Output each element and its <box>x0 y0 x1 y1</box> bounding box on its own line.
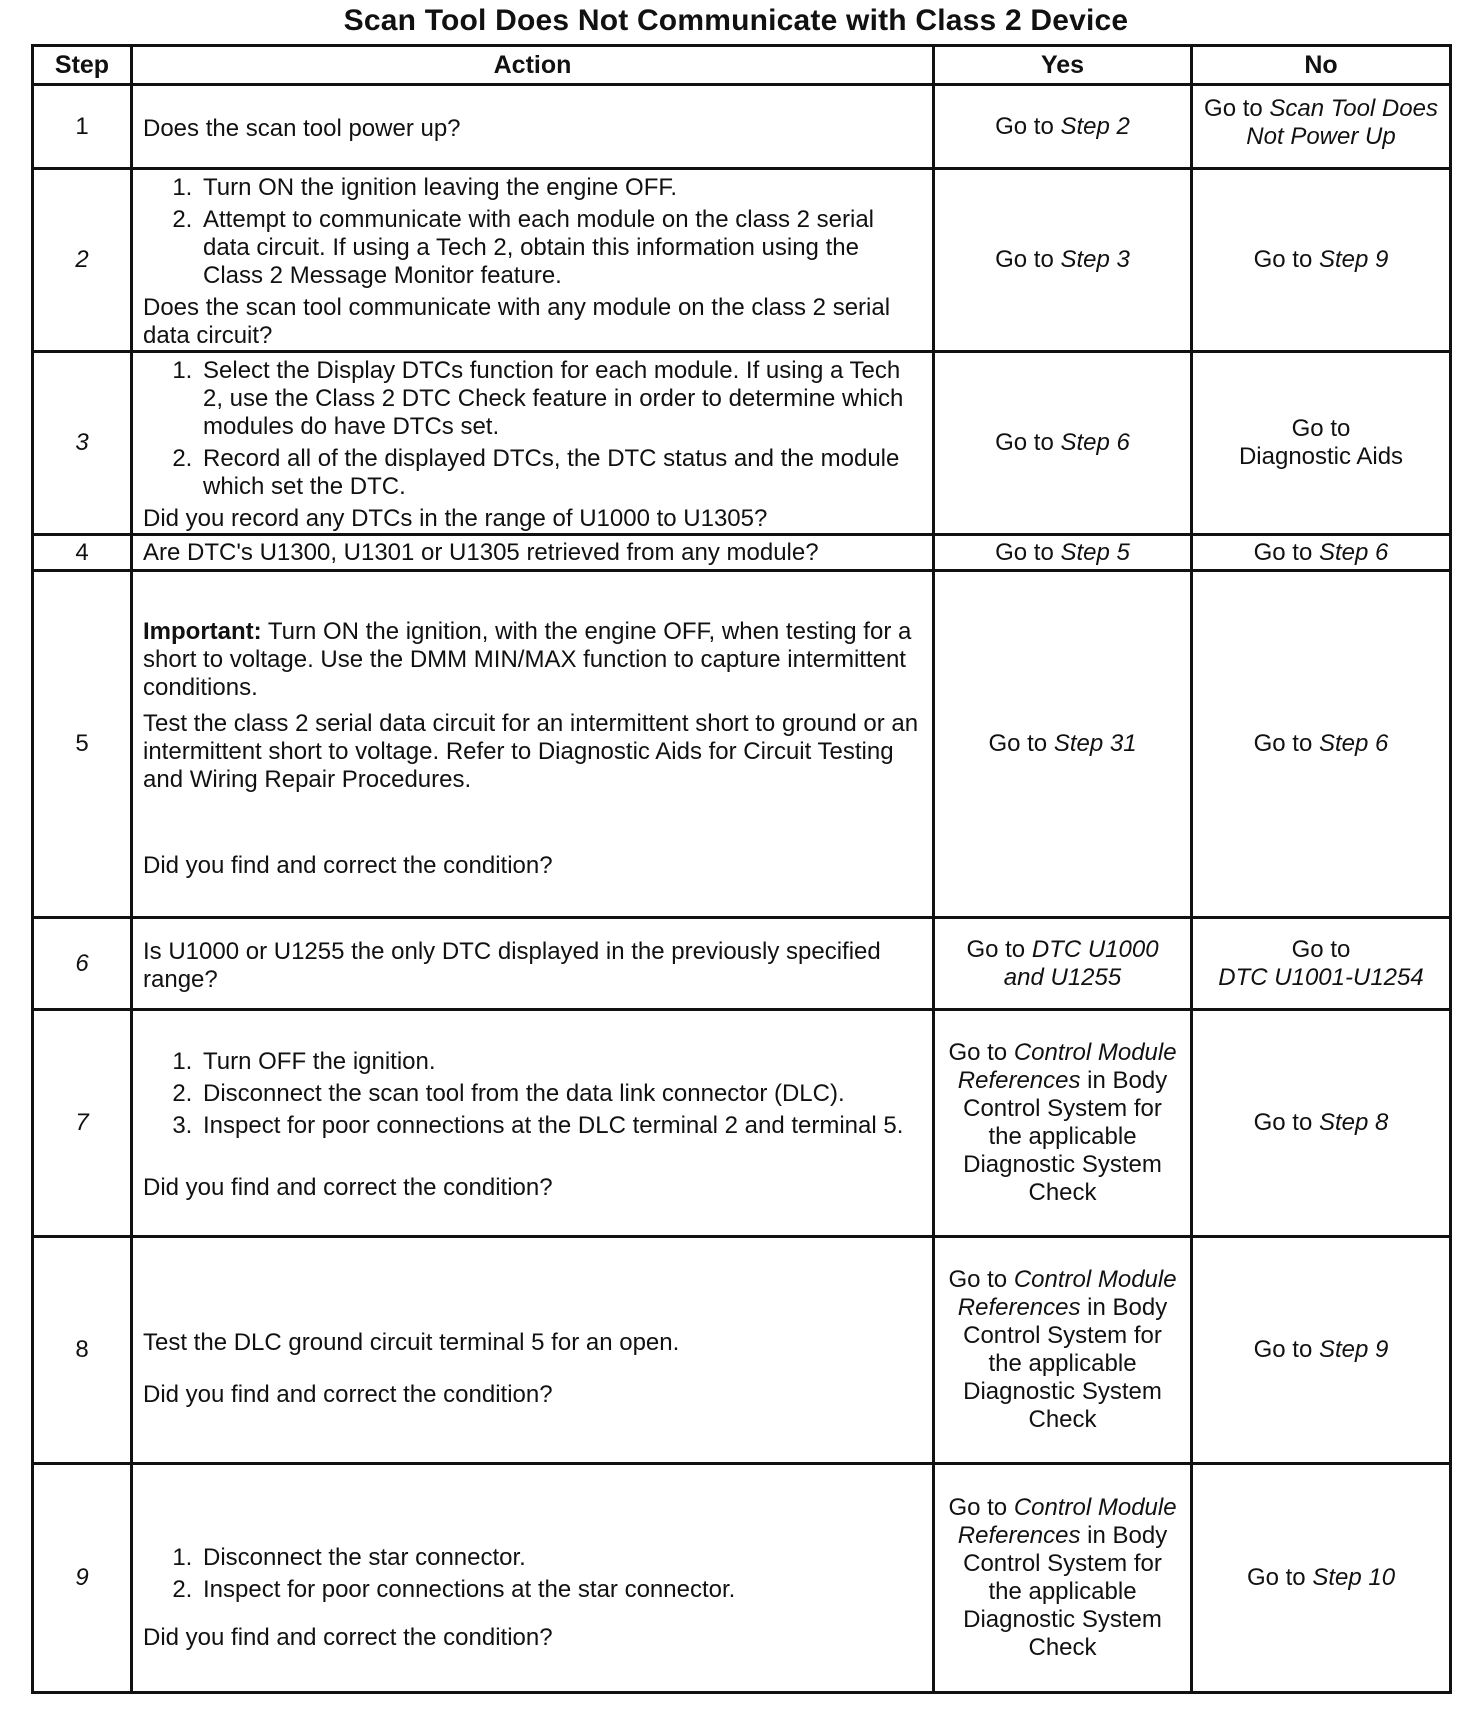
page-title: Scan Tool Does Not Communicate with Class 2 Device <box>343 4 1129 37</box>
no-prefix: Go to <box>1253 730 1319 757</box>
no-cell <box>1192 571 1451 918</box>
instruction-list <box>143 1544 922 1604</box>
no-prefix: Go to <box>1246 1564 1313 1591</box>
no-reference-link[interactable]: DTC U1001-U1254 <box>1218 963 1424 991</box>
step-number: 1 <box>33 85 132 169</box>
no-cell <box>1192 1237 1451 1464</box>
important-label: Important: <box>143 618 262 645</box>
no-prefix: Go to <box>1253 1336 1319 1363</box>
no-prefix: Go to <box>1291 415 1351 442</box>
list-item: 1. Select the Display DTCs function for each module. If using a Tech 2, use the Class 2 DTC Check feature in order to determine which modules do have DTCs set. <box>199 357 922 441</box>
action-cell <box>132 1237 934 1464</box>
yes-prefix: Go to <box>995 112 1061 140</box>
test-instruction: Test the DLC ground circuit terminal 5 for an open. <box>143 1329 680 1356</box>
yes-prefix: Go to <box>995 538 1061 566</box>
yes-cell <box>934 535 1192 571</box>
action-cell <box>132 571 934 918</box>
yes-suffix: in Body Control System for the applicable Diagnostic System Check <box>963 1294 1168 1433</box>
no-cell <box>1192 1010 1451 1237</box>
no-reference-link[interactable]: Step 6 <box>1318 730 1389 757</box>
yes-cell <box>934 1237 1192 1464</box>
action-cell <box>132 535 934 571</box>
no-cell <box>1192 535 1451 571</box>
yes-prefix: Go to <box>948 1494 1014 1521</box>
instruction-list <box>143 1048 922 1140</box>
step-number: 7 <box>33 1010 132 1237</box>
action-cell <box>132 1464 934 1693</box>
action-cell <box>132 918 934 1010</box>
table-row <box>33 85 1451 169</box>
list-item: 2. Record all of the displayed DTCs, the DTC status and the module which set the DTC. <box>199 445 922 501</box>
yes-reference-link[interactable]: Step 6 <box>1060 429 1130 456</box>
list-item: 2. Inspect for poor connections at the star connector. <box>199 1576 922 1604</box>
yes-cell <box>934 918 1192 1010</box>
question-text: Did you find and correct the condition? <box>143 1381 553 1408</box>
test-instruction: Test the class 2 serial data circuit for an intermittent short to ground or an intermittent short to voltage. Refer to Diagnostic Aids for Circuit Testing and Wiring Repair Procedures. <box>143 710 919 793</box>
yes-reference-link[interactable]: Control Module References <box>957 1494 1177 1549</box>
yes-prefix: Go to <box>995 429 1061 456</box>
table-row <box>33 1010 1451 1237</box>
yes-cell <box>934 169 1192 352</box>
yes-cell <box>934 571 1192 918</box>
yes-reference-link[interactable]: Step 5 <box>1060 538 1130 566</box>
instruction-list <box>143 174 922 290</box>
no-cell <box>1192 352 1451 535</box>
step-number: 5 <box>33 571 132 918</box>
no-prefix: Go to <box>1253 538 1319 566</box>
yes-cell <box>934 85 1192 169</box>
no-cell <box>1192 918 1451 1010</box>
table-row <box>33 535 1451 571</box>
yes-prefix: Go to <box>988 730 1054 757</box>
no-reference-link[interactable]: Step 9 <box>1318 246 1389 273</box>
no-reference-link[interactable]: Step 8 <box>1318 1109 1389 1136</box>
table-row <box>33 1237 1451 1464</box>
header-action: Action <box>132 46 934 85</box>
yes-reference-link[interactable]: Control Module References <box>957 1266 1177 1321</box>
action-cell <box>132 352 934 535</box>
no-prefix: Go to <box>1204 94 1270 122</box>
no-reference-link[interactable]: Step 9 <box>1318 1336 1389 1363</box>
no-reference-link[interactable]: Step 6 <box>1318 538 1389 566</box>
yes-suffix: in Body Control System for the applicable Diagnostic System Check <box>963 1522 1168 1661</box>
yes-suffix: in Body Control System for the applicable Diagnostic System Check <box>963 1067 1168 1206</box>
yes-reference-link[interactable]: Step 3 <box>1060 246 1130 273</box>
step-number: 3 <box>33 352 132 535</box>
list-item: 1. Turn OFF the ignition. <box>199 1048 922 1076</box>
yes-cell <box>934 1010 1192 1237</box>
no-reference-link[interactable]: Step 10 <box>1312 1564 1396 1591</box>
no-prefix: Go to <box>1253 1109 1319 1136</box>
no-cell <box>1192 1464 1451 1693</box>
yes-prefix: Go to <box>948 1039 1014 1066</box>
list-item: 1. Disconnect the star connector. <box>199 1544 922 1572</box>
question-text: Are DTC's U1300, U1301 or U1305 retrieved from any module? <box>143 538 819 566</box>
question-text: Does the scan tool power up? <box>143 114 461 142</box>
yes-prefix: Go to <box>966 935 1032 963</box>
yes-cell <box>934 1464 1192 1693</box>
instruction-list <box>143 357 922 501</box>
table-row <box>33 571 1451 918</box>
table-row <box>33 918 1451 1010</box>
header-yes: Yes <box>934 46 1192 85</box>
no-cell <box>1192 169 1451 352</box>
no-cell <box>1192 85 1451 169</box>
question-text: Did you find and correct the condition? <box>143 1174 553 1201</box>
yes-cell <box>934 352 1192 535</box>
no-prefix: Go to <box>1253 246 1319 273</box>
list-item: 2. Attempt to communicate with each module on the class 2 serial data circuit. If using a Tech 2, obtain this information using the Class 2 Message Monitor feature. <box>199 206 922 290</box>
list-item: 3. Inspect for poor connections at the DLC terminal 2 and terminal 5. <box>199 1112 922 1140</box>
yes-reference-link[interactable]: Step 2 <box>1060 112 1130 140</box>
question-text: Did you find and correct the condition? <box>143 852 553 879</box>
important-note <box>143 618 922 702</box>
question-text: Did you find and correct the condition? <box>143 1624 553 1651</box>
question-text: Did you record any DTCs in the range of U1000 to U1305? <box>143 505 768 532</box>
question-text: Does the scan tool communicate with any module on the class 2 serial data circuit? <box>143 294 891 349</box>
step-number: 4 <box>33 535 132 571</box>
list-item: 2. Disconnect the scan tool from the data link connector (DLC). <box>199 1080 922 1108</box>
important-text: Turn ON the ignition, with the engine OFF, when testing for a short to voltage. Use the DMM MIN/MAX function to capture intermittent conditions. <box>143 618 912 701</box>
yes-reference-link[interactable]: DTC U1000 and U1255 <box>1003 935 1159 991</box>
yes-reference-link[interactable]: Step 31 <box>1053 730 1137 757</box>
yes-prefix: Go to <box>948 1266 1014 1293</box>
table-row <box>33 1464 1451 1693</box>
step-number: 2 <box>33 169 132 352</box>
yes-prefix: Go to <box>995 246 1061 273</box>
list-item: 1. Turn ON the ignition leaving the engine OFF. <box>199 174 922 202</box>
header-no: No <box>1192 46 1451 85</box>
no-prefix: Go to <box>1291 935 1351 963</box>
table-row <box>33 169 1451 352</box>
table-row <box>33 352 1451 535</box>
step-number: 9 <box>33 1464 132 1693</box>
action-cell <box>132 169 934 352</box>
header-row <box>33 46 1451 85</box>
no-reference-link[interactable]: Scan Tool Does Not Power Up <box>1246 94 1438 150</box>
no-reference-link[interactable]: Diagnostic Aids <box>1238 443 1404 470</box>
diagnostic-table <box>31 44 1452 1694</box>
step-number: 8 <box>33 1237 132 1464</box>
action-cell <box>132 85 934 169</box>
header-step: Step <box>33 46 132 85</box>
step-number: 6 <box>33 918 132 1010</box>
question-text: Is U1000 or U1255 the only DTC displayed in the previously specified range? <box>143 937 881 993</box>
yes-reference-link[interactable]: Control Module References <box>957 1039 1177 1094</box>
action-cell <box>132 1010 934 1237</box>
